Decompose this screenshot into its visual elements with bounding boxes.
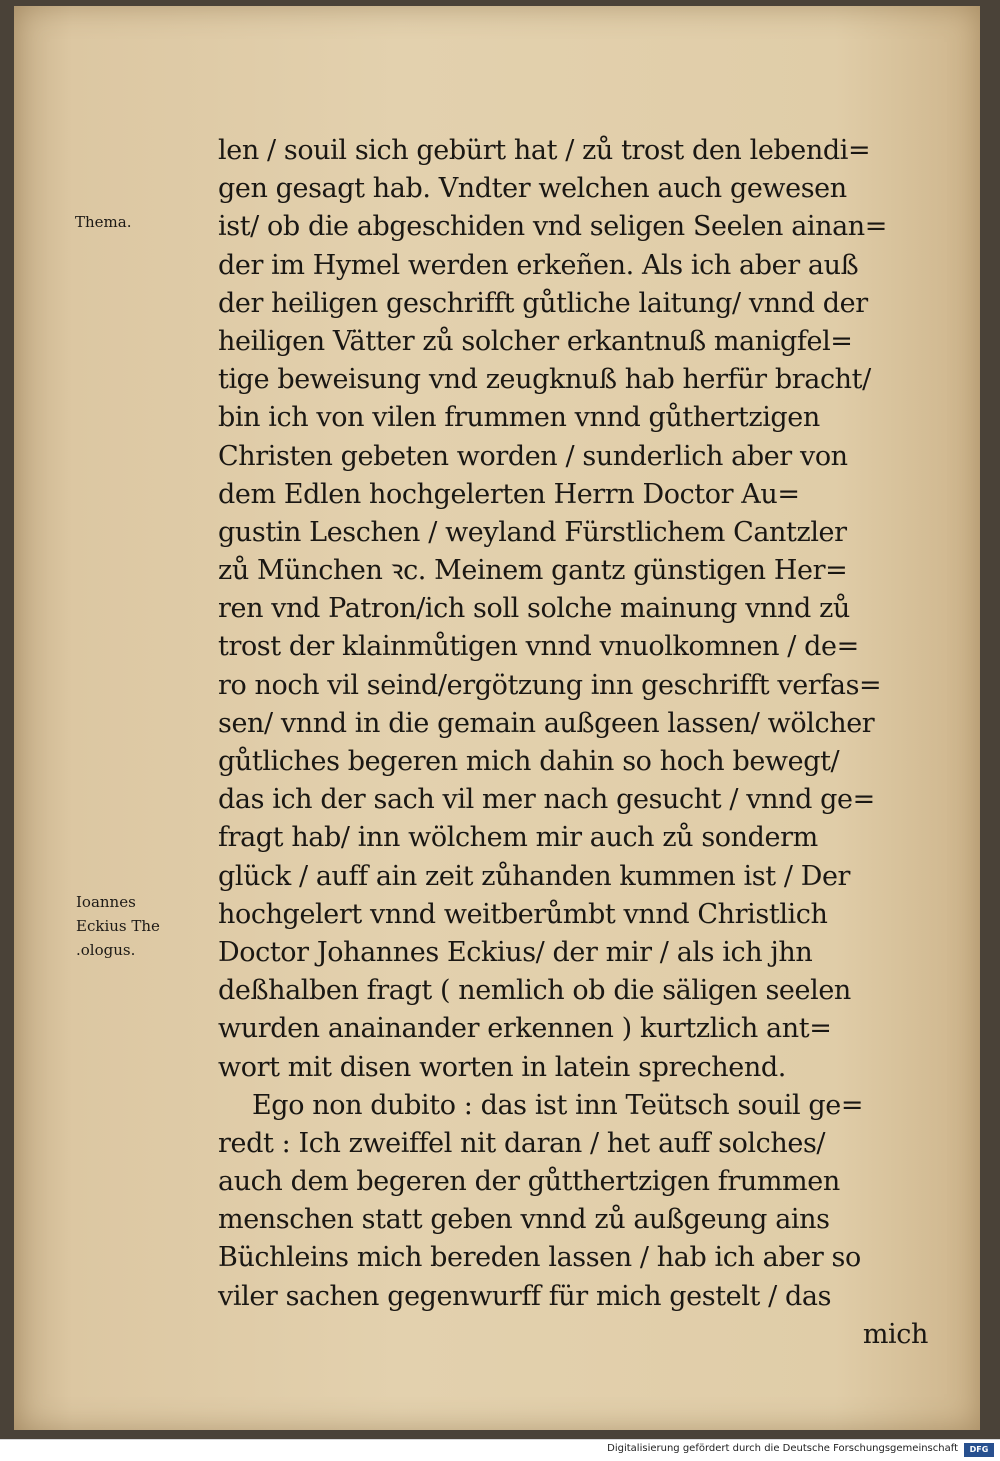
text-line: glück / auff ain zeit zůhanden kummen ist / Der: [218, 860, 851, 892]
text-line: dem Edlen hochgelerten Herrn Doctor Au=: [218, 478, 800, 510]
margin-note-thema: Thema.: [75, 213, 132, 231]
text-line: Christen gebeten worden / sunderlich aber von: [218, 440, 848, 472]
text-line: redt : Ich zweiffel nit daran / het auff solches/: [218, 1127, 826, 1159]
margin-note-eckius: Ioannes Eckius The .ologus.: [76, 893, 160, 959]
text-line: tige beweisung vnd zeugknuß hab herfür bracht/: [218, 364, 871, 396]
text-line: zů München ꝛc. Meinem gantz günstigen Her=: [218, 555, 848, 587]
text-line: der im Hymel werden erkeñen. Als ich aber auß: [218, 249, 859, 281]
text-line: auch dem begeren der gůtthertzigen frummen: [218, 1166, 840, 1198]
book-page: [14, 6, 980, 1430]
text-line: fragt hab/ inn wölchem mir auch zů sonderm: [218, 822, 818, 854]
text-line: Ego non dubito : das ist inn Teütsch souil ge=: [252, 1089, 864, 1121]
text-line: hochgelert vnnd weitberůmbt vnnd Christlich: [218, 898, 828, 930]
text-line: ro noch vil seind/ergötzung inn geschrifft verfas=: [218, 669, 882, 701]
text-line: ist/ ob die abgeschiden vnd seligen Seelen ainan=: [218, 211, 888, 243]
text-line: wort mit disen worten in latein sprechend.: [218, 1051, 786, 1083]
text-line: menschen statt geben vnnd zů außgeung ains: [218, 1204, 830, 1236]
text-line: deßhalben fragt ( nemlich ob die säligen seelen: [218, 975, 851, 1007]
text-line: trost der klainmůtigen vnnd vnuolkomnen / de=: [218, 631, 859, 663]
text-line: Büchleins mich bereden lassen / hab ich aber so: [218, 1242, 861, 1274]
text-line: gustin Leschen / weyland Fürstlichem Cantzler: [218, 516, 847, 548]
text-line: Doctor Johannes Eckius/ der mir / als ich jhn: [218, 936, 813, 968]
catchword: mich: [862, 1318, 928, 1350]
footer-bar: [0, 1439, 1000, 1461]
text-line: gen gesagt hab. Vndter welchen auch gewesen: [218, 173, 847, 205]
text-line: len / souil sich gebürt hat / zů trost den lebendi=: [218, 135, 871, 166]
text-line: der heiligen geschrifft gůtliche laitung/ vnnd der: [218, 287, 868, 319]
text-line: heiligen Vätter zů solcher erkantnuß manigfel=: [218, 325, 853, 357]
text-line: bin ich von vilen frummen vnnd gůthertzigen: [218, 402, 820, 434]
body-text: [218, 132, 928, 1354]
funding-notice: Digitalisierung gefördert durch die Deutsche Forschungsgemeinschaft: [607, 1443, 958, 1454]
text-line: ren vnd Patron/ich soll solche mainung vnnd zů: [218, 593, 850, 625]
text-line: das ich der sach vil mer nach gesucht / vnnd ge=: [218, 784, 875, 816]
text-line: sen/ vnnd in die gemain außgeen lassen/ wölcher: [218, 707, 875, 739]
text-line: wurden anainander erkennen ) kurtzlich ant=: [218, 1013, 832, 1045]
text-line: gůtliches begeren mich dahin so hoch bewegt/: [218, 746, 840, 777]
dfg-logo: DFG: [964, 1443, 994, 1457]
text-line: viler sachen gegenwurff für mich gestelt / das: [218, 1280, 832, 1312]
